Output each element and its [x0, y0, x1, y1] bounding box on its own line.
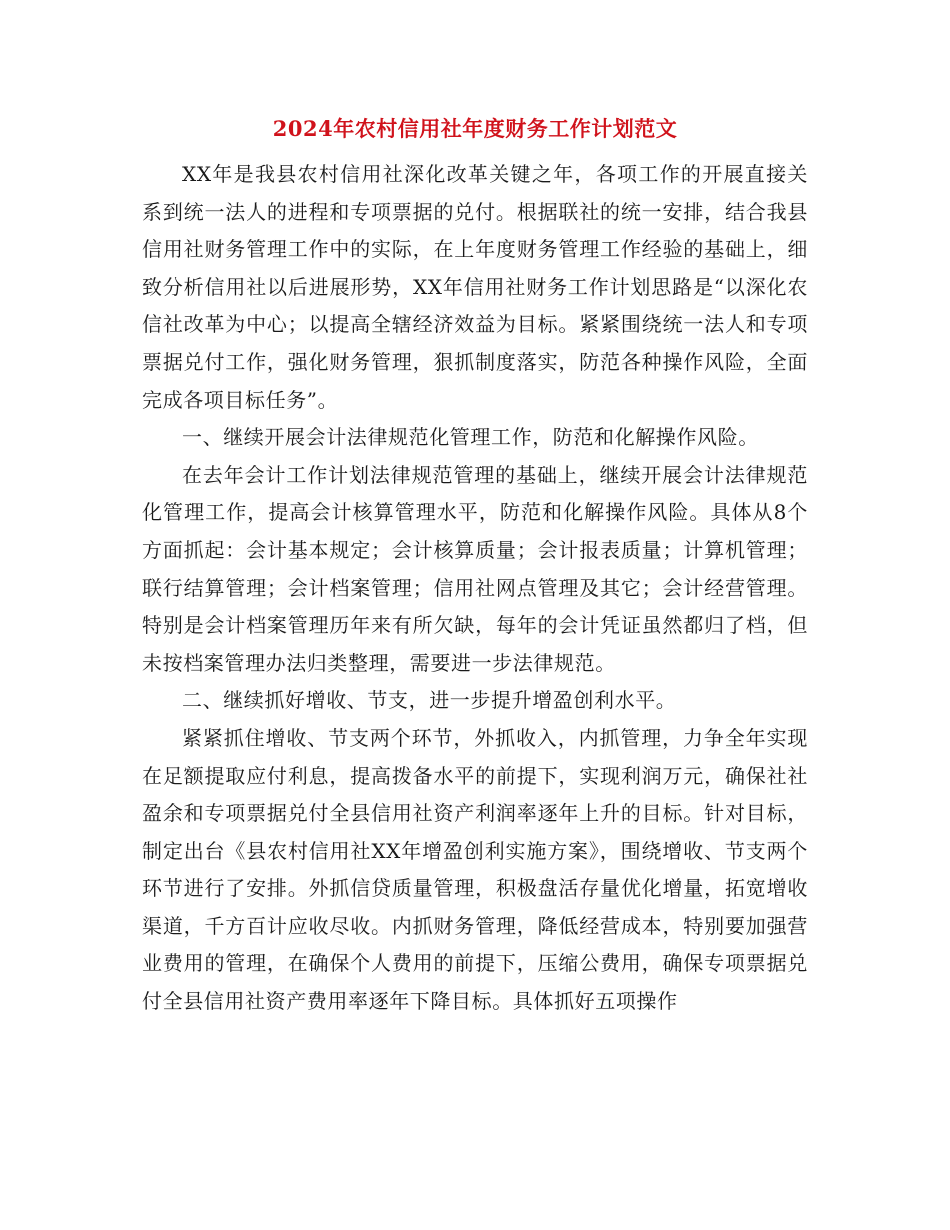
- section-heading-2: 二、继续抓好增收、节支，进一步提升增盈创利水平。: [182, 688, 677, 713]
- document-page: [142, 112, 808, 1021]
- document-title: 2024年农村信用社年度财务工作计划范文: [272, 116, 678, 141]
- paragraph-section-2: 紧紧抓住增收、节支两个环节，外抓收入，内抓管理，力争全年实现在足额提取应付利息，提高拨备水平的前提下，实现利润万元，确保社社盈余和专项票据兑付全县信用社资产利润率逐年上升的目标。针对目标，制定出台《县农村信用社XX年增盈创利实施方案》，围绕增收、节支两个环节进行了安排。外抓信贷质量管理，积极盘活存量优化增量，拓宽增收渠道，千方百计应收尽收。内抓财务管理，降低经营成本，特别要加强营业费用的管理，在确保个人费用的前提下，压缩公费用，确保专项票据兑付全县信用社资产费用率逐年下降目标。具体抓好五项操作: [142, 725, 808, 1014]
- paragraph-intro: XX年是我县农村信用社深化改革关键之年，各项工作的开展直接关系到统一法人的进程和专项票据的兑付。根据联社的统一安排，结合我县信用社财务管理工作中的实际，在上年度财务管理工作经验的基础上，细致分析信用社以后进展形势，XX年信用社财务工作计划思路是“以深化农信社改革为中心；以提高全辖经济效益为目标。紧紧围绕统一法人和专项票据兑付工作，强化财务管理，狠抓制度落实，防范各种操作风险，全面完成各项目标任务”。: [142, 162, 808, 412]
- section-heading-1: 一、继续开展会计法律规范化管理工作，防范和化解操作风险。: [182, 425, 759, 450]
- paragraph-section-1: 在去年会计工作计划法律规范管理的基础上，继续开展会计法律规范化管理工作，提高会计核算管理水平，防范和化解操作风险。具体从8个方面抓起：会计基本规定；会计核算质量；会计报表质量；计算机管理；联行结算管理；会计档案管理；信用社网点管理及其它；会计经营管理。特别是会计档案管理历年来有所欠缺，每年的会计凭证虽然都归了档，但未按档案管理办法归类整理，需要进一步法律规范。: [142, 462, 808, 675]
